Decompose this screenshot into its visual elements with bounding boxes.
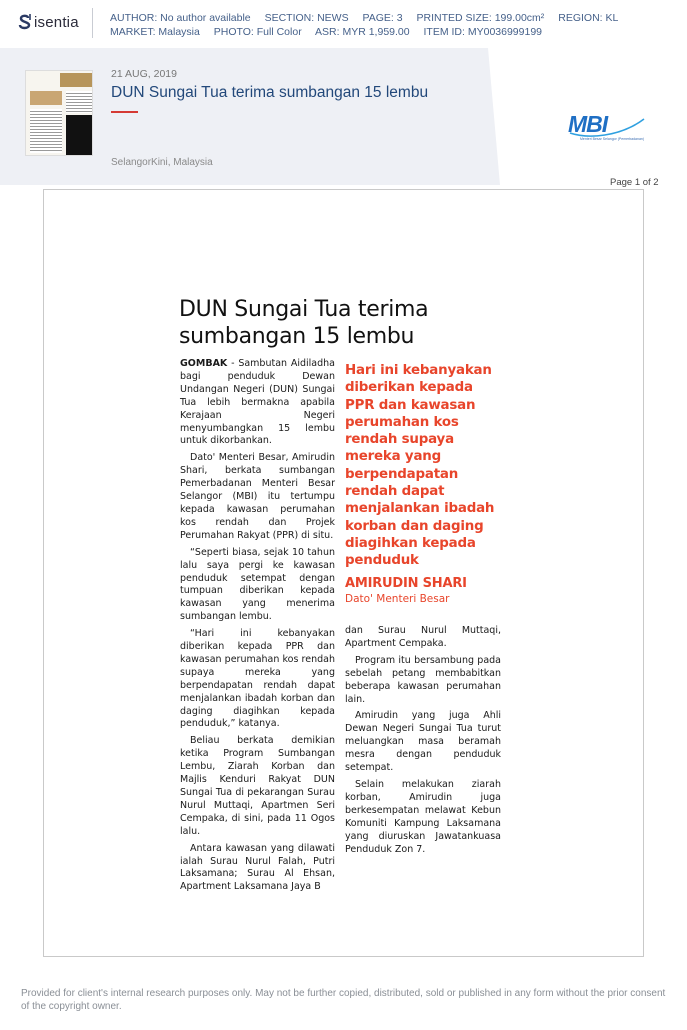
article-paragraph: Beliau berkata demikian ketika Program Sumbangan Lembu, Ziarah Korban dan Majlis Kenduri Rakyat DUN Sungai Tua di pekarangan Surau Nurul Muttaqi, Apartmen Seri Cempaka, di sini, pada 11 Ogos lalu. bbox=[180, 735, 335, 837]
thumbnail-text-lines-2 bbox=[66, 91, 92, 113]
page-thumbnail[interactable] bbox=[25, 70, 93, 156]
thumbnail-headline bbox=[29, 73, 59, 83]
quote-attribution-name: AMIRUDIN SHARI bbox=[345, 576, 467, 591]
meta-printed-size: PRINTED SIZE: 199.00cm² bbox=[416, 12, 545, 24]
publisher-logo-subtext: Menteri Besar Selangor (Pemerbadanan) bbox=[580, 137, 645, 141]
publisher-logo-text: MBI bbox=[568, 111, 608, 137]
article-paragraph: Program itu bersambung pada sebelah petang membabitkan beberapa kawasan perumahan lain. bbox=[345, 654, 501, 705]
thumbnail-photo-2 bbox=[30, 91, 62, 105]
meta-asr: ASR: MYR 1,959.00 bbox=[315, 25, 410, 38]
article-paragraph: Amirudin yang juga Ahli Dewan Negeri Sungai Tua turut meluangkan masa beramah mesra dengan penduduk setempat. bbox=[345, 710, 501, 774]
article-headline: DUN Sungai Tua terima sumbangan 15 lembu bbox=[179, 297, 429, 349]
publisher-logo bbox=[568, 113, 646, 143]
article-column-2 bbox=[345, 625, 501, 860]
article-column-1 bbox=[180, 358, 335, 898]
title-underline bbox=[111, 111, 138, 113]
thumbnail-text-lines bbox=[30, 109, 62, 153]
article-paragraph: Dato' Menteri Besar, Amirudin Shari, berkata sumbangan Pemerbadanan Menteri Besar Selangor (MBI) itu tertumpu kepada kawasan perumahan kos rendah dan Projek Perumahan Rakyat (PPR) di situ. bbox=[180, 452, 335, 541]
article-date: 21 AUG, 2019 bbox=[111, 68, 177, 80]
isentia-logo-icon bbox=[18, 13, 32, 31]
article-paragraph: “Seperti biasa, sejak 10 tahun lalu saya pergi ke kawasan penduduk setempat dengan tumpuan diberikan kepada kawasan yang menerima sumbangan lembu. bbox=[180, 546, 335, 623]
meta-section: SECTION: NEWS bbox=[264, 12, 349, 24]
meta-item-id: ITEM ID: MY0036999199 bbox=[423, 25, 542, 38]
article-paragraph: “Hari ini kebanyakan diberikan kepada PPR dan kawasan perumahan kos rendah supaya mereka yang berpendapatan rendah dapat menjalankan ibadah korban dan daging diagihkan kepada penduduk,” katanya. bbox=[180, 628, 335, 730]
article-paragraph: Selain melakukan ziarah korban, Amirudin juga berkesempatan melawat Kebun Komuniti Kampung Laksamana yang diuruskan Jawatankuasa Penduduk Zon 7. bbox=[345, 778, 501, 855]
brand-name: isentia bbox=[34, 13, 79, 31]
meta-region: REGION: KL bbox=[558, 12, 619, 24]
header-divider bbox=[92, 8, 93, 38]
thumbnail-redaction bbox=[66, 115, 92, 155]
meta-author: AUTHOR: No author available bbox=[110, 12, 251, 24]
meta-market: MARKET: Malaysia bbox=[110, 25, 200, 38]
quote-attribution-role: Dato' Menteri Besar bbox=[345, 593, 450, 605]
metadata-row-1 bbox=[110, 12, 629, 26]
article-source: SelangorKini, Malaysia bbox=[111, 157, 213, 168]
meta-photo: PHOTO: Full Color bbox=[213, 25, 302, 38]
top-header bbox=[0, 0, 687, 47]
copyright-disclaimer: Provided for client's internal research purposes only. May not be further copied, distributed, sold or published in any form without the prior consent of the copyright owner. bbox=[21, 988, 666, 1012]
article-metadata bbox=[110, 12, 629, 39]
meta-page: PAGE: 3 bbox=[362, 12, 403, 24]
metadata-row-2 bbox=[110, 26, 629, 40]
article-dateline: GOMBAK bbox=[180, 358, 228, 369]
isentia-logo[interactable] bbox=[18, 13, 79, 31]
page-indicator: Page 1 of 2 bbox=[610, 177, 659, 188]
thumbnail-photo bbox=[60, 73, 92, 87]
article-paragraph: dan Surau Nurul Muttaqi, Apartment Cempaka. bbox=[345, 625, 501, 649]
article-paragraph: GOMBAK - Sambutan Aidiladha bagi penduduk Dewan Undangan Negeri (DUN) Sungai Tua lebih bermakna apabila Kerajaan Negeri menyumbangkan 15 lembu untuk dikorbankan. bbox=[180, 358, 335, 447]
article-title[interactable]: DUN Sungai Tua terima sumbangan 15 lembu bbox=[111, 84, 429, 101]
article-paragraph: Antara kawasan yang dilawati ialah Surau Nurul Falah, Putri Laksamana; Surau Al Ehsan, Apartment Laksamana Jaya B bbox=[180, 842, 335, 893]
pull-quote: Hari ini kebanyakan diberikan kepada PPR dan kawasan perumahan kos rendah supaya mereka yang berpendapatan rendah dapat menjalankan ibadah korban dan daging diagihkan kepada penduduk bbox=[345, 363, 495, 569]
